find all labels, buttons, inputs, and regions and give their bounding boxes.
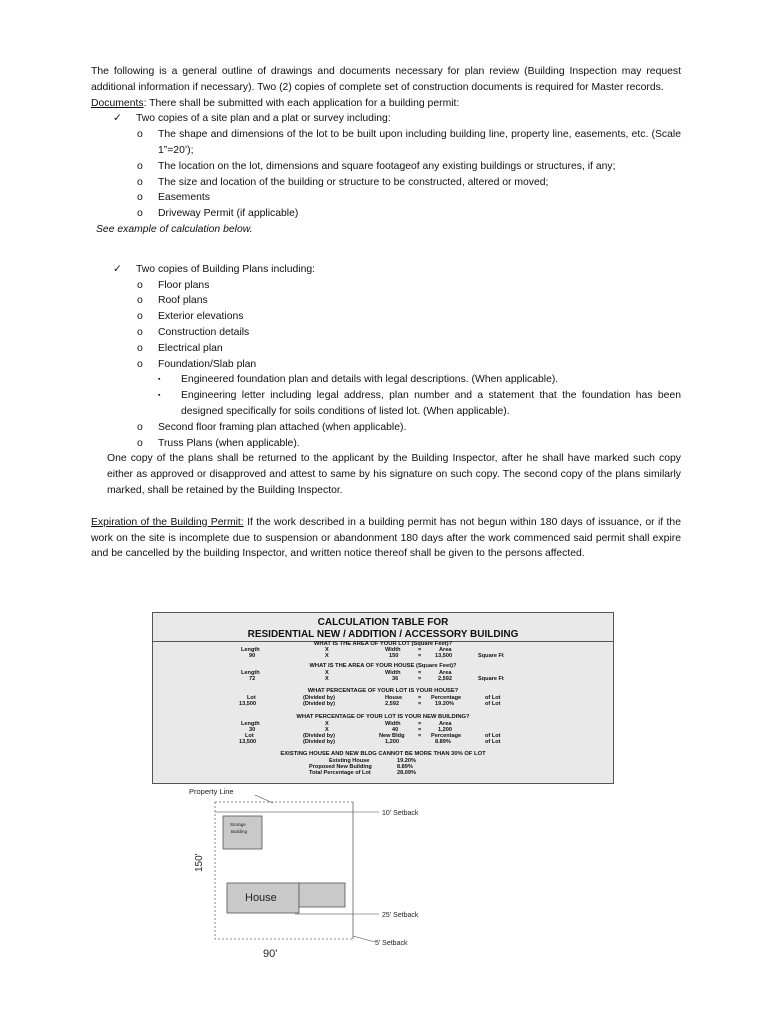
circle-bullet-icon: o <box>137 279 143 291</box>
building-plans-heading: ✓ Two copies of Building Plans including: <box>91 262 681 278</box>
circle-bullet-icon: o <box>137 192 143 204</box>
storage-label: Storage <box>230 822 246 827</box>
circle-bullet-icon: o <box>137 295 143 307</box>
intro-paragraph: The following is a general outline of drawings and documents necessary for plan review (Building Inspection may request additional information if necessary). Two (2) copies of complete set of construction documents is required for Master records. <box>91 66 681 93</box>
check-mark-icon: ✓ <box>113 263 122 275</box>
expiration-text: If the work described in a building permit has not begun within 180 days of issuance, or if the work on the site is incomplete due to suspension or abandonment 180 days after the work commenced said permit shall expire and be cancelled by the building Inspector, and written notice thereof shall be given to the persons affected. <box>91 516 681 560</box>
new-building <box>299 883 345 907</box>
circle-bullet-icon: o <box>137 437 143 449</box>
site-plan-diagram <box>185 786 485 962</box>
circle-bullet-icon: o <box>137 421 143 433</box>
building-plans-item: o Second floor framing plan attached (when applicable). <box>91 420 681 436</box>
lot-depth-label: 150' <box>194 853 205 872</box>
expiration-paragraph <box>91 515 681 562</box>
foundation-sub-item: ▪ Engineering letter including legal address, plan number and a statement that the foundation has been designed specifically for soils conditions of listed lot. (When applicable). <box>158 390 681 417</box>
documents-label: Documents <box>91 97 144 109</box>
building-plans-item: o Foundation/Slab plan <box>91 357 681 373</box>
circle-bullet-icon: o <box>137 129 143 141</box>
documents-text: : There shall be submitted with each application for a building permit: <box>143 97 460 109</box>
site-plan-item: o The size and location of the building or structure to be constructed, altered or moved; <box>91 175 681 191</box>
document-body <box>91 64 681 562</box>
square-bullet-icon: ▪ <box>158 376 161 384</box>
storage-label: Building <box>231 829 248 834</box>
site-plan-item: o Easements <box>91 190 681 206</box>
circle-bullet-icon: o <box>137 342 143 354</box>
circle-bullet-icon: o <box>137 326 143 338</box>
building-plans-item: o Construction details <box>91 325 681 341</box>
calc-question: WHAT IS THE AREA OF YOUR HOUSE (Square Feet)? <box>309 663 457 669</box>
site-plan-item: o The shape and dimensions of the lot to be built upon including building line, property line, easements, etc. (Scale 1”=20’); <box>137 129 681 156</box>
site-plan-item: o The location on the lot, dimensions and square footageof any existing buildings or structures, if any; <box>91 159 681 175</box>
setback-25-label: 25' Setback <box>382 912 419 919</box>
documents-line <box>91 96 681 112</box>
circle-bullet-icon: o <box>137 311 143 323</box>
building-plans-item: o Floor plans <box>91 278 681 294</box>
calc-limit-rule: EXISTING HOUSE AND NEW BLDG CANNOT BE MORE THAN 30% OF LOT <box>280 751 486 757</box>
calculation-table: CALCULATION TABLE FOR RESIDENTIAL NEW / ADDITION / ACCESSORY BUILDING WHAT IS THE AREA OF YOUR LOT (Square Feet)? Length X Width = Area 90 X 150 = 13,500 Square Ft WHAT IS THE AREA OF YOUR HOUSE (Square Feet)? Length X Width = Area 72 X 36 = 2,592 Square Ft WHAT PERCENTAGE OF YOUR LOT IS YOUR HOUSE? Lot (Divided by) House = Percentage of Lot 13,500 (Divided by) 2,592 = 19.20% of Lot WHAT PERCENTAGE OF YOUR LOT IS YOUR NEW BUILDING? Length X Width = Area 30 X 40 = 1,200 Lot (Divided by) New Bldg = Percentage of Lot 13,500 (Divided by) 1,200 8.89% of Lot EXISTING HOUSE AND NEW BLDG CANNOT BE MORE THAN 30% OF LOT Existing House 19.20% Proposed New Building 8.89% Total Percentage of Lot 28.09% <box>152 612 614 784</box>
setback-10-label: 10' Setback <box>382 810 419 817</box>
building-plans-item: o Electrical plan <box>91 341 681 357</box>
building-plans-item: o Roof plans <box>91 293 681 309</box>
calc-question: WHAT PERCENTAGE OF YOUR LOT IS YOUR HOUSE? <box>307 688 459 694</box>
check-mark-icon: ✓ <box>113 113 122 125</box>
lot-width-label: 90' <box>263 948 278 960</box>
expiration-label: Expiration of the Building Permit: <box>91 516 244 528</box>
square-bullet-icon: ▪ <box>158 392 161 400</box>
foundation-sub-item: ▪ Engineered foundation plan and details with legal descriptions. (When applicable). <box>91 372 681 388</box>
property-line-label: Property Line <box>189 787 234 796</box>
site-plan-item: o Driveway Permit (if applicable) <box>91 206 681 222</box>
building-plans-item: o Truss Plans (when applicable). <box>91 436 681 452</box>
plans-copy-paragraph: One copy of the plans shall be returned to the applicant by the Building Inspector, after he shall have marked such copy either as approved or disapproved and attest to same by his signature on such copy. The second copy of the plans similarly marked, shall be retained by the Building Inspector. <box>107 453 681 496</box>
site-plan-heading: ✓ Two copies of a site plan and a plat or survey including: <box>91 111 681 127</box>
see-example-note: See example of calculation below. <box>96 223 253 235</box>
circle-bullet-icon: o <box>137 208 143 220</box>
circle-bullet-icon: o <box>137 160 143 172</box>
setback-5-label: 5' Setback <box>375 940 408 947</box>
house-label: House <box>245 892 277 904</box>
circle-bullet-icon: o <box>137 176 143 188</box>
calc-question: WHAT IS THE AREA OF YOUR LOT (Square Feet)? <box>313 641 453 647</box>
building-plans-item: o Exterior elevations <box>91 309 681 325</box>
calc-subtitle: RESIDENTIAL NEW / ADDITION / ACCESSORY BUILDING <box>153 629 613 642</box>
calc-question: WHAT PERCENTAGE OF YOUR LOT IS YOUR NEW BUILDING? <box>296 714 470 720</box>
setback-5-pointer <box>353 936 375 942</box>
calc-title: CALCULATION TABLE FOR <box>317 617 449 628</box>
circle-bullet-icon: o <box>137 358 143 370</box>
